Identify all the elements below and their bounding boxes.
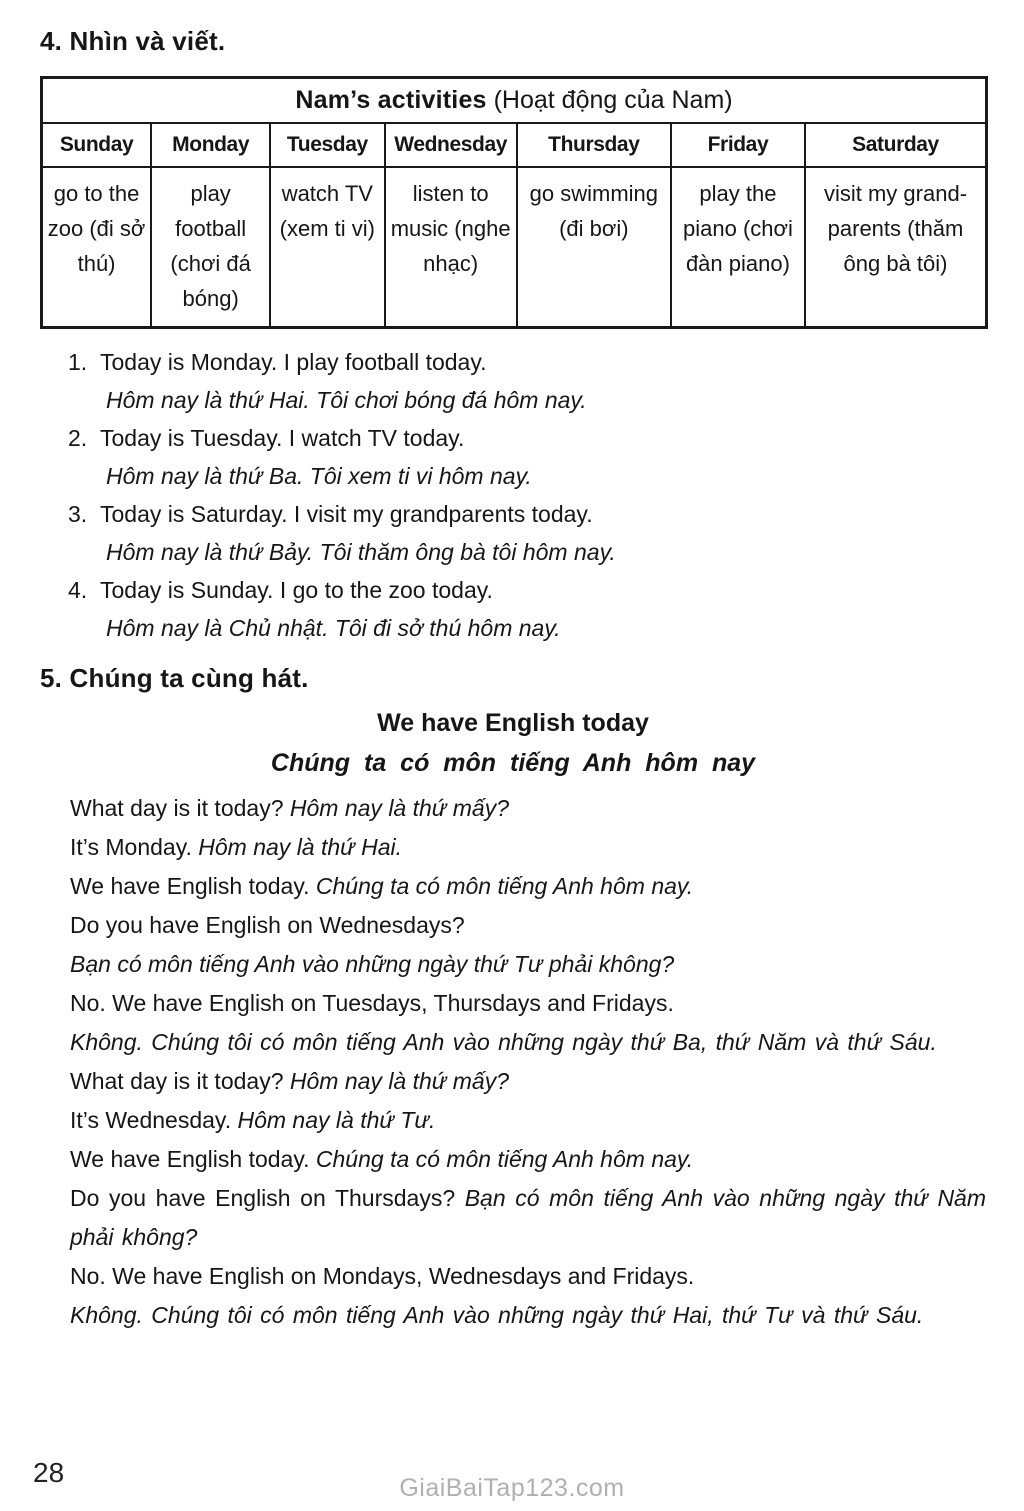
page-number: 28 xyxy=(33,1457,65,1488)
table-title-bold: Nam’s activities xyxy=(295,86,487,114)
song-line-vietnamese: Chúng ta có môn tiếng Anh hôm nay. xyxy=(315,873,694,899)
song-line-vietnamese: Chúng ta có môn tiếng Anh hôm nay. xyxy=(315,1146,694,1172)
day-header-friday: Friday xyxy=(671,123,805,167)
answer-english xyxy=(68,343,986,381)
song-line-english: It’s Wednesday. xyxy=(70,1107,232,1133)
song-line-english: No. We have English on Tuesdays, Thursdays and Fridays. xyxy=(70,990,674,1016)
song-line xyxy=(70,1101,986,1140)
song-line xyxy=(70,1296,986,1335)
answer-vietnamese: Hôm nay là thứ Bảy. Tôi thăm ông bà tôi hôm nay. xyxy=(106,539,616,565)
song-line-vietnamese: Bạn có môn tiếng Anh vào những ngày thứ Tư phải không? xyxy=(70,951,675,977)
song-line xyxy=(70,945,986,984)
activity-sunday: go to the zoo (đi sở thú) xyxy=(42,167,152,328)
answer-english xyxy=(68,571,986,609)
item-number: 2. xyxy=(68,425,88,451)
watermark: GiaiBaiTap123.com xyxy=(399,1474,625,1502)
answer-item xyxy=(68,419,986,495)
song-line xyxy=(70,984,986,1023)
exercise4-answers xyxy=(68,343,986,647)
activity-wednesday: listen to music (nghe nhạc) xyxy=(385,167,517,328)
table-header-row xyxy=(42,123,987,167)
song-line xyxy=(70,1257,986,1296)
answer-english xyxy=(68,495,986,533)
day-header-sunday: Sunday xyxy=(42,123,152,167)
song-line-vietnamese: Hôm nay là thứ Hai. xyxy=(198,834,403,860)
song-title-english: We have English today xyxy=(377,709,649,737)
song-line-english: What day is it today? xyxy=(70,795,284,821)
song-dialogue xyxy=(70,789,986,1335)
song-line xyxy=(70,1179,986,1257)
answer-vietnamese: Hôm nay là Chủ nhật. Tôi đi sở thú hôm nay. xyxy=(106,615,561,641)
exercise5-heading: 5. Chúng ta cùng hát. xyxy=(40,663,309,693)
answer-vietnamese: Hôm nay là thứ Ba. Tôi xem ti vi hôm nay. xyxy=(106,463,532,489)
table-activity-row xyxy=(42,167,987,328)
song-line-vietnamese: Hôm nay là thứ mấy? xyxy=(289,1068,509,1094)
song-line xyxy=(70,1023,986,1062)
answer-english-text: Today is Monday. I play football today. xyxy=(99,349,487,375)
answer-english-text: Today is Tuesday. I watch TV today. xyxy=(99,425,465,451)
answer-english xyxy=(68,419,986,457)
exercise4-heading: 4. Nhìn và viết. xyxy=(40,26,226,56)
item-number: 4. xyxy=(68,577,88,603)
table-title xyxy=(42,78,987,124)
song-line xyxy=(70,906,986,945)
song-line xyxy=(70,867,986,906)
song-line xyxy=(70,1140,986,1179)
day-header-saturday: Saturday xyxy=(805,123,986,167)
song-line-english: Do you have English on Thursdays? xyxy=(70,1185,456,1211)
answer-english-text: Today is Saturday. I visit my grandparents today. xyxy=(99,501,593,527)
song-line xyxy=(70,828,986,867)
song-line-vietnamese: Hôm nay là thứ mấy? xyxy=(289,795,509,821)
song-line-vietnamese: Hôm nay là thứ Tư. xyxy=(237,1107,436,1133)
activity-saturday: visit my grand-parents (thăm ông bà tôi) xyxy=(805,167,986,328)
song-title-vietnamese: Chúng ta có môn tiếng Anh hôm nay xyxy=(270,749,756,777)
song-line-english: No. We have English on Mondays, Wednesdays and Fridays. xyxy=(70,1263,695,1289)
song-line xyxy=(70,789,986,828)
song-line-english: What day is it today? xyxy=(70,1068,284,1094)
song-line-english: It’s Monday. xyxy=(70,834,192,860)
song-line-english: Do you have English on Wednesdays? xyxy=(70,912,465,938)
day-header-wednesday: Wednesday xyxy=(385,123,517,167)
item-number: 3. xyxy=(68,501,88,527)
day-header-monday: Monday xyxy=(151,123,270,167)
item-number: 1. xyxy=(68,349,88,375)
activity-friday: play the piano (chơi đàn piano) xyxy=(671,167,805,328)
song-line-english: We have English today. xyxy=(70,873,310,899)
answer-item xyxy=(68,571,986,647)
song-line xyxy=(70,1062,986,1101)
answer-item xyxy=(68,495,986,571)
day-header-tuesday: Tuesday xyxy=(270,123,384,167)
activities-table xyxy=(40,76,988,329)
answer-english-text: Today is Sunday. I go to the zoo today. xyxy=(99,577,493,603)
activity-tuesday: watch TV (xem ti vi) xyxy=(270,167,384,328)
answer-item xyxy=(68,343,986,419)
activity-monday: play football (chơi đá bóng) xyxy=(151,167,270,328)
song-line-vietnamese: Không. Chúng tôi có môn tiếng Anh vào những ngày thứ Ba, thứ Năm và thứ Sáu. xyxy=(70,1029,937,1055)
activity-thursday: go swimming (đi bơi) xyxy=(517,167,671,328)
song-line-vietnamese: Không. Chúng tôi có môn tiếng Anh vào những ngày thứ Hai, thứ Tư và thứ Sáu. xyxy=(70,1302,924,1328)
table-title-normal: (Hoạt động của Nam) xyxy=(486,86,733,114)
song-line-english: We have English today. xyxy=(70,1146,310,1172)
day-header-thursday: Thursday xyxy=(517,123,671,167)
answer-vietnamese: Hôm nay là thứ Hai. Tôi chơi bóng đá hôm nay. xyxy=(106,387,587,413)
song-line-vietnamese: Bạn có môn tiếng Anh vào những ngày thứ Năm phải không? xyxy=(70,1185,987,1250)
